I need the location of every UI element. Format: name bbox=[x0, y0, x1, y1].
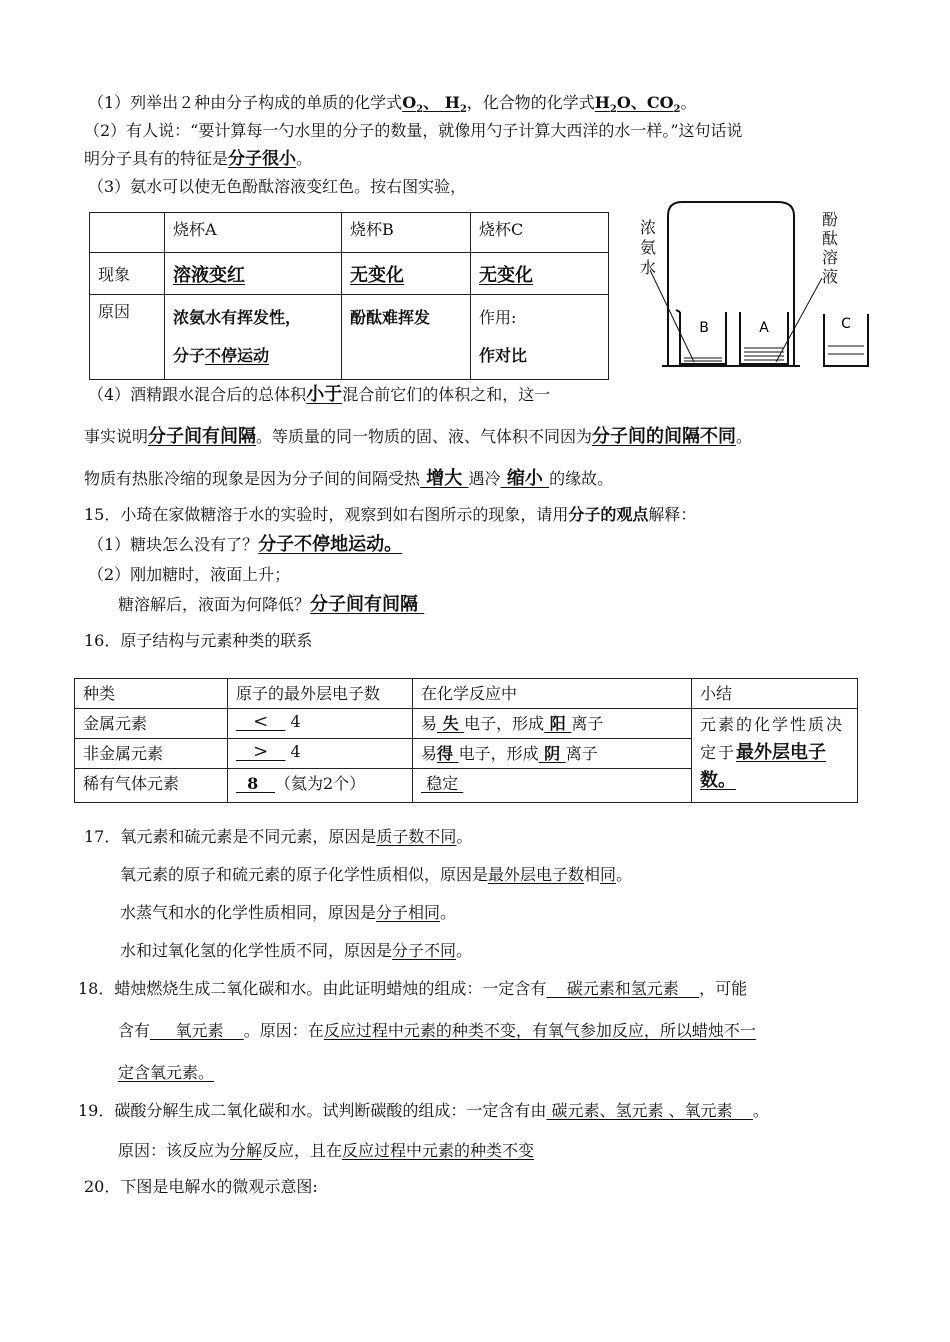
q3-part2-line1: （2）有人说：“要计算每一勺水里的分子的数量，就像用勺子计算大西洋的水一样。”这句话说 bbox=[84, 121, 743, 140]
table-header: 烧杯B bbox=[342, 213, 471, 253]
beaker-c-label: C bbox=[841, 316, 851, 332]
answer: 分子不停地运动。 bbox=[258, 534, 403, 555]
phenolphthalein-label: 酚酞溶液 bbox=[822, 210, 839, 286]
q16-title: 16．原子结构与元素种类的联系 bbox=[84, 631, 313, 650]
beaker-table: 烧杯A 烧杯B 烧杯C 现象 溶液变红 无变化 无变化 原因 浓氨水有挥发性， 分子不停运动 酚酞难挥发 作用: 作对比 bbox=[89, 212, 609, 380]
row-label: 现象 bbox=[90, 253, 165, 295]
answer: 8 bbox=[236, 774, 275, 793]
answer: 定含氧元素。 bbox=[118, 1063, 215, 1082]
answer: 碳元素和氢元素 bbox=[546, 979, 700, 998]
ammonia-label: 浓氨水 bbox=[640, 218, 657, 277]
answer: 最外层电子数 bbox=[488, 865, 585, 884]
q15-part2: （2）刚加糖时，液面上升； bbox=[88, 565, 291, 584]
answer: 小于 bbox=[306, 384, 343, 405]
q17-line3: 水蒸气和水的化学性质相同，原因是分子相同。 bbox=[120, 903, 457, 922]
answer: 不停运动 bbox=[205, 346, 270, 365]
answer: 分子间有间隔 bbox=[310, 594, 425, 615]
q20: 20．下图是电解水的微观示意图: bbox=[84, 1177, 318, 1196]
answer: 无变化 bbox=[350, 264, 404, 286]
answer: 分解 bbox=[230, 1141, 263, 1160]
answer: 溶液变红 bbox=[173, 264, 245, 286]
q18-line1: 18．蜡烛燃烧生成二氧化碳和水。由此证明蜡烛的组成：一定含有 碳元素和氢元素 ，可能 bbox=[78, 979, 748, 998]
q17-line2: 氧元素的原子和硫元素的原子化学性质相似，原因是最外层电子数相同。 bbox=[120, 865, 633, 884]
element-table: 种类 原子的最外层电子数 在化学反应中 小结 金属元素 < 4 易 失 电子，形成 阳 离子 元素的化学性质决定于最外层电子数。 非金属元素 > 4 易得 电子，形成 阴 离子 稀有气体元素 8 （氦为2个） 稳定 bbox=[74, 678, 858, 803]
q4-line1: （4）酒精跟水混合后的总体积小于混合前它们的体积之和，这一 bbox=[88, 384, 551, 405]
answer: 缩小 bbox=[500, 468, 550, 489]
answer: 稳定 bbox=[421, 774, 464, 793]
q15-stem: 15．小琦在家做糖溶于水的实验时，观察到如右图所示的现象，请用分子的观点解释： bbox=[84, 505, 697, 524]
answer: $O_2$、 $H_2$ bbox=[402, 93, 467, 116]
text: （1）列举出２种由分子构成的单质的化学式 bbox=[88, 93, 403, 112]
answer: 分子不同 bbox=[392, 941, 457, 960]
table-header: 种类 bbox=[75, 679, 228, 709]
answer: 分子相同 bbox=[376, 903, 441, 922]
answer: 分子很小 bbox=[228, 149, 297, 169]
q19-line2: 原因：该反应为分解反应，且在反应过程中元素的种类不变 bbox=[118, 1141, 535, 1160]
row-label: 原因 bbox=[90, 295, 165, 380]
q17-line4: 水和过氧化氢的化学性质不同，原因是分子不同。 bbox=[120, 941, 473, 960]
beaker-b-label: B bbox=[699, 320, 709, 336]
table-header: 小结 bbox=[692, 679, 858, 709]
answer: 碳元素、氢元素 、氧元素 bbox=[546, 1101, 753, 1120]
answer: < bbox=[236, 711, 286, 732]
q3-part3: （3）氨水可以使无色酚酞溶液变红色。按右图实验， bbox=[88, 177, 467, 196]
q4-line3: 物质有热胀冷缩的现象是因为分子间的间隔受热 增大 遇冷 缩小 的缘故。 bbox=[84, 468, 614, 489]
answer: 反应过程中元素的种类不变 bbox=[342, 1141, 535, 1160]
answer: 氧元素 bbox=[150, 1021, 244, 1040]
table-header: 烧杯C bbox=[471, 213, 609, 253]
q3-part1: （1）列举出２种由分子构成的单质的化学式$O_2$、 $H_2$，化合物的化学式$H_2O$、$CO_2$。 bbox=[88, 93, 697, 116]
q18-line2: 含有 氧元素 。原因：在反应过程中元素的种类不变，有氧气参加反应，所以蜡烛不一 bbox=[118, 1021, 756, 1040]
answer: > bbox=[236, 741, 286, 762]
q15-part1: （1）糖块怎么没有了？分子不停地运动。 bbox=[88, 534, 403, 555]
answer: 反应过程中元素的种类不变，有氧气参加反应，所以蜡烛不一 bbox=[323, 1021, 756, 1040]
q4-line2: 事实说明分子间有间隔。等质量的同一物质的固、液、气体积不同因为分子间的间隔不同。 bbox=[84, 426, 753, 447]
answer: 增大 bbox=[420, 468, 469, 489]
table-cell bbox=[90, 213, 165, 253]
table-header: 在化学反应中 bbox=[413, 679, 692, 709]
answer: 分子间的间隔不同 bbox=[592, 426, 737, 447]
answer: 最外层电子数。 bbox=[700, 742, 827, 791]
beaker-a-label: A bbox=[759, 320, 769, 336]
table-header: 烧杯A bbox=[165, 213, 342, 253]
answer: 无变化 bbox=[479, 264, 533, 286]
table-header: 原子的最外层电子数 bbox=[228, 679, 413, 709]
q15-part3: 糖溶解后，液面为何降低？分子间有间隔 bbox=[118, 594, 425, 615]
answer: $H_2O$、$CO_2$ bbox=[594, 93, 681, 116]
answer: 分子间有间隔 bbox=[148, 426, 257, 447]
q18-line3 bbox=[118, 1062, 214, 1084]
q3-part2-line2: 明分子具有的特征是分子很小。 bbox=[84, 149, 313, 169]
q17-line1: 17．氧元素和硫元素是不同元素，原因是质子数不同。 bbox=[84, 827, 473, 846]
answer: 质子数不同 bbox=[376, 827, 457, 846]
q19-line1: 19．碳酸分解生成二氧化碳和水。试判断碳酸的组成：一定含有由 碳元素、氢元素 、氧元素 。 bbox=[78, 1101, 769, 1120]
